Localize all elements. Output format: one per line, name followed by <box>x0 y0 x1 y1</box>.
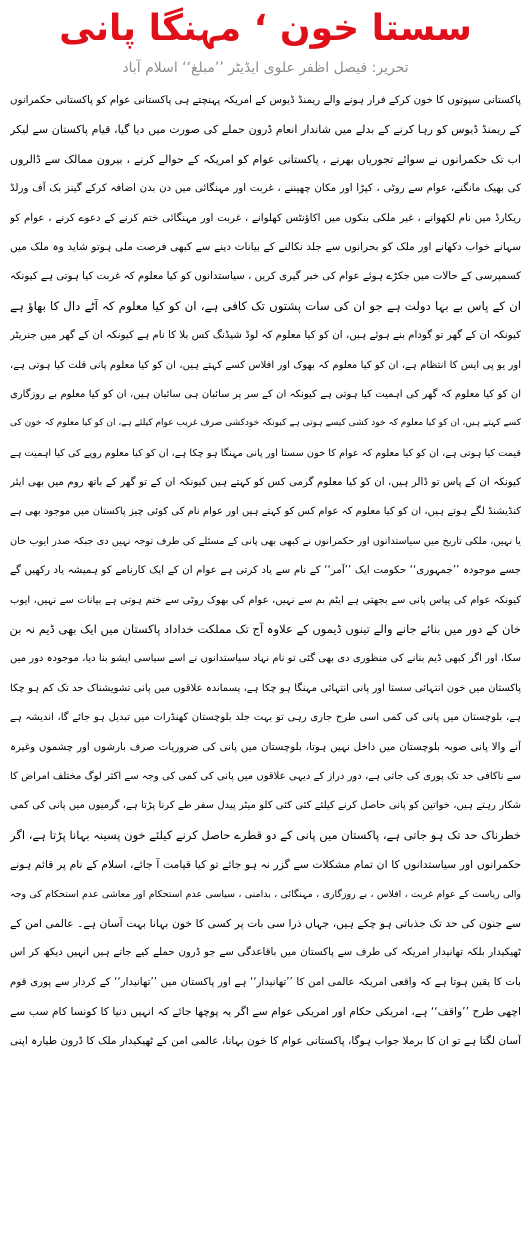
article-line: ان کے پاس بے بہا دولت ہے جو ان کی سات پشتوں تک کافی ہے، ان کو کیا معلوم کہ آٹے دال کا بھاؤ ہے <box>10 298 521 313</box>
article-line: پاکستانی سپوتوں کا خون کرکے فرار ہونے والے ریمنڈ ڈیوس کے امریکہ پہنچتے ہی پاکستانی عوام کو پاکستانی حکمرانوں <box>10 94 521 106</box>
article-line: اچھی طرح ’’واقف‘‘ ہے، امریکی حکام اور امریکی عوام سے اگر یہ پوچھا جائے کہ انہیں دنیا کا کونسا کام سب سے <box>10 1005 521 1019</box>
article-line: یا نہیں، ملکی تاریخ میں سیاستدانوں اور حکمرانوں نے کبھی بھی پانی کے مسئلے کی طرف توجہ نہیں دی جبکہ صدر ایوب خان <box>10 535 521 547</box>
article-line: سے جنون کی حد تک جذباتی ہو چکے ہیں، جہاں ذرا سی بات پر کسی کا خون بہانا بہت آسان ہے۔ عالمی امن کے <box>10 916 521 930</box>
article-line: حکمرانوں اور سیاستدانوں کا ان تمام مشکلات سے گزر نہ ہو جائے تو کیا قیامت آ جائے، اسلام کے نام پر قائم ہونے <box>10 858 521 872</box>
article-line: خطرناک حد تک ہو جاتی ہے، پاکستان میں پانی کے دو قطرے حاصل کرنے کیلئے خون پسینہ بہانا پڑتا ہے، اگر <box>10 827 521 842</box>
article-line: آسان لگتا ہے تو ان کا برملا جواب ہوگا، پاکستانی عوام کا خون بہانا، عالمی امن کے ٹھیکیدار ملک کا ڈرون طیارہ اپنی <box>10 1034 521 1047</box>
article-line: سہانے خواب دکھانے اور ملک کو بحرانوں سے جلد نکالنے کے بیانات دینے سے کبھی فرصت ملی ہوتو شاید وہ ملک میں <box>10 240 521 253</box>
article-line: ان کو کیا معلوم کہ گھر کی اہمیت کیا ہوتی ہے کیونکہ ان کے سر پر سائبان ہی سائبان ہیں، ان کو کیا معلوم بے روزگاری <box>10 388 521 400</box>
article-line: کیونکہ ان کے گھر تو گودام بنے ہوئے ہیں، ان کو کیا معلوم کہ لوڈ شیڈنگ کس بلا کا نام ہے کیونکہ ان کے گھر میں جنریٹر <box>10 329 521 342</box>
article-line: ریکارڈ میں نام لکھوانے ، غیر ملکی بنکوں میں اکاؤنٹس کھلوانے ، غربت اور مہنگائی ختم کرنے کے دعوے کرنے ، عوام کو <box>10 211 521 224</box>
article-headline: سستا خون ‘ مہنگا پانی <box>59 8 472 49</box>
article-line: بات کا یقین ہوتا ہے کہ واقعی امریکہ عالمی امن کا ’’تھانیدار‘‘ ہے اور پاکستان میں ’’تھانیدار‘‘ کے کردار سے پوری قوم <box>10 975 521 988</box>
article-line: ٹھیکیدار بلکہ تھانیدار امریکہ کی طرف سے پاکستان میں باقاعدگی سے جو ڈرون حملے کیے جاتے ہیں انہیں دیکھ کر اس <box>10 946 521 959</box>
article-line: کیونکہ ان کے پاس تو ڈالر ہیں، ان کو کیا معلوم گرمی کس کو کہتے ہیں کیونکہ ان کے تو گھر کے باتھ روم میں بھی ایئر <box>10 476 521 489</box>
article-line: خان کے دور میں بنائے جانے والے تینوں ڈیموں کے علاوہ آج تک مملکت خداداد پاکستان میں ایک بھی ڈیم نہ بن <box>10 622 521 637</box>
article-line: کی بھیک مانگنے، عوام سے روٹی ، کپڑا اور مکان چھیننے ، غربت اور مہنگائی میں دن بدن اضافہ کرکے گینز بک آف ورلڈ <box>10 182 521 195</box>
article-line: ہے، بلوچستان میں پانی کی کمی اسی طرح جاری رہی تو بہت جلد بلوچستان کھنڈرات میں تبدیل ہو جائے گا، اندیشہ ہے <box>10 712 521 724</box>
article-line: آنے والا پانی صوبہ بلوچستان میں داخل نہیں ہوتا، بلوچستان میں پانی کی ضروریات صرف بارشوں اور چشموں وغیرہ <box>10 740 521 753</box>
article-line: کے ریمنڈ ڈیوس کو رہا کرنے کے بدلے میں شاندار انعام ڈرون حملے کی صورت میں دیا گیا، قیام پاکستان سے لیکر <box>10 123 521 137</box>
article-line: کسمپرسی کے حالات میں جکڑے ہوئے عوام کی خبر گیری کریں ، سیاستدانوں کو کیا معلوم کہ غربت کیا ہوتی ہے کیونکہ <box>10 270 521 283</box>
article-line: قیمت کیا ہوتی ہے، ان کو کیا معلوم کہ عوام کا خون سستا اور پانی مہنگا ہو چکا ہے، ان کو کیا معلوم روپے کی کیا اہمیت ہے <box>10 447 521 459</box>
article-line: کیونکہ عوام کی پیاس پانی سے بجھتی ہے ایٹم بم سے نہیں، عوام کی بھوک روٹی سے ختم ہوتی ہے بیانات سے نہیں، ایوب <box>10 594 521 606</box>
article-body <box>10 86 521 1056</box>
article-line: سے ناکافی حد تک پوری کی جاتی ہے، دور دراز کے دیہی علاقوں میں پانی کی کمی کی وجہ سے اکثر لوگ مختلف امراض کا <box>10 770 521 782</box>
article-line: اور یو پی ایس کا انتظام ہے، ان کو کیا معلوم کہ بھوک اور افلاس کسے کہتے ہیں، ان کو کیا معلوم پانی قلت کیا ہوتی ہے، <box>10 359 521 371</box>
article-line: کنڈیشنڈ لگے ہوتے ہیں، ان کو کیا معلوم کہ عوام کس کو کہتے ہیں اور عوام نام کی کوئی چیز پاکستان میں موجود بھی ہے <box>10 506 521 518</box>
article-line: جسے موجودہ ’’جمہوری‘‘ حکومت ایک ’’آمر‘‘ کے نام سے یاد کرتی ہے عوام ان کے ایک کارنامے کو ہمیشہ یاد رکھیں گے <box>10 564 521 577</box>
article-line: پاکستان میں خون انتہائی سستا اور پانی انتہائی مہنگا ہو چکا ہے، پسماندہ علاقوں میں پانی تشویشناک حد تک کم ہو چکا <box>10 682 521 694</box>
article-line: کسے کہتے ہیں، ان کو کیا معلوم کہ خود کشی کیسے ہوتی ہے کیونکہ خودکشی صرف غریب عوام کیلئے ہے، ان کو کیا معلوم کہ خون کی <box>10 418 521 429</box>
article-line: سکا، اور اگر کبھی ڈیم بنانے کی منظوری دی بھی گئی تو نام نہاد سیاستدانوں نے اسے سیاسی ایشو بنا دیا، موجودہ دور میں <box>10 653 521 665</box>
article-byline: تحریر: فیصل اظفر علوی ایڈیٹر ’’مبلغ‘‘ اسلام آباد <box>122 60 409 76</box>
article-line: شکار رہتے ہیں، خواتین کو پانی حاصل کرنے کیلئے کئی کئی کلو میٹر پیدل سفر طے کرنا پڑتا ہے، گرمیوں میں پانی کی کمی <box>10 800 521 812</box>
article-line: والی ریاست کے عوام غربت ، افلاس ، بے روزگاری ، مہنگائی ، بدامنی ، سیاسی عدم استحکام اور معاشی عدم استحکام کی وجہ <box>10 888 521 900</box>
article-line: اب تک حکمرانوں نے سوائے تجوریاں بھرنے ، پاکستانی عوام کو امریکہ کے حوالے کرنے ، بیرون ممالک سے ڈالروں <box>10 152 521 166</box>
